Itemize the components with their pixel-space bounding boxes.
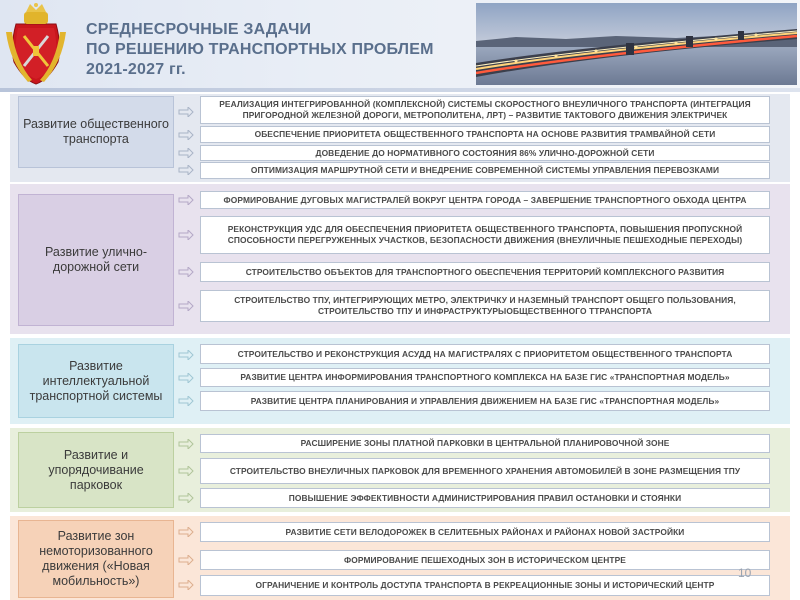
arrow-icon <box>178 350 194 360</box>
task-item: РЕКОНСТРУКЦИЯ УДС ДЛЯ ОБЕСПЕЧЕНИЯ ПРИОРИТЕТА ОБЩЕСТВЕННОГО ТРАНСПОРТА, ПОВЫШЕНИЯ ПРОПУСКНОЙ СПОСОБНОСТИ ПЕРЕГРУЖЕННЫХ УЧАСТКОВ, БЕЗОПАСНОСТИ ДВИЖЕНИЯ (ВНЕУЛИЧНЫЕ ПЕШЕХОДНЫЕ ПЕРЕХОДЫ) <box>200 216 770 254</box>
task-item: РАЗВИТИЕ ЦЕНТРА ПЛАНИРОВАНИЯ И УПРАВЛЕНИЯ ДВИЖЕНИЕМ НА БАЗЕ ГИС «ТРАНСПОРТНАЯ МОДЕЛЬ» <box>200 391 770 411</box>
task-item: ОГРАНИЧЕНИЕ И КОНТРОЛЬ ДОСТУПА ТРАНСПОРТА В РЕКРЕАЦИОННЫЕ ЗОНЫ И ИСТОРИЧЕСКИЙ ЦЕНТР <box>200 575 770 596</box>
task-item: ОПТИМИЗАЦИЯ МАРШРУТНОЙ СЕТИ И ВНЕДРЕНИЕ СОВРЕМЕННОЙ СИСТЕМЫ УПРАВЛЕНИЯ ПЕРЕВОЗКАМИ <box>200 162 770 179</box>
arrow-icon <box>178 555 194 565</box>
title-line-2: ПО РЕШЕНИЮ ТРАНСПОРТНЫХ ПРОБЛЕМ <box>86 41 434 58</box>
arrow-icon <box>178 396 194 406</box>
task-item: ОБЕСПЕЧЕНИЕ ПРИОРИТЕТА ОБЩЕСТВЕННОГО ТРАНСПОРТА НА ОСНОВЕ РАЗВИТИЯ ТРАМВАЙНОЙ СЕТИ <box>200 126 770 143</box>
task-item: РАЗВИТИЕ ЦЕНТРА ИНФОРМИРОВАНИЯ ТРАНСПОРТНОГО КОМПЛЕКСА НА БАЗЕ ГИС «ТРАНСПОРТНАЯ МОДЕЛЬ» <box>200 368 770 387</box>
page-number: 10 <box>738 566 752 580</box>
category-intelligent-transport: Развитие интеллектуальной транспортной системы <box>18 344 174 418</box>
header-divider <box>0 88 800 92</box>
arrow-icon <box>178 107 194 117</box>
arrow-icon <box>178 230 194 240</box>
task-item: ФОРМИРОВАНИЕ ДУГОВЫХ МАГИСТРАЛЕЙ ВОКРУГ ЦЕНТРА ГОРОДА – ЗАВЕРШЕНИЕ ТРАНСПОРТНОГО ОБХОДА ЦЕНТРА <box>200 191 770 209</box>
arrow-icon <box>178 439 194 449</box>
coat-of-arms-icon <box>4 2 68 86</box>
title-line-1: СРЕДНЕСРОЧНЫЕ ЗАДАЧИ <box>86 21 312 38</box>
page-title <box>86 20 434 80</box>
title-line-3: 2021-2027 гг. <box>86 61 186 78</box>
section-intelligent-transport <box>10 338 790 424</box>
task-item: ПОВЫШЕНИЕ ЭФФЕКТИВНОСТИ АДМИНИСТРИРОВАНИЯ ПРАВИЛ ОСТАНОВКИ И СТОЯНКИ <box>200 488 770 508</box>
task-item: РАЗВИТИЕ СЕТИ ВЕЛОДОРОЖЕК В СЕЛИТЕБНЫХ РАЙОНАХ И РАЙОНАХ НОВОЙ ЗАСТРОЙКИ <box>200 522 770 542</box>
task-item: РАСШИРЕНИЕ ЗОНЫ ПЛАТНОЙ ПАРКОВКИ В ЦЕНТРАЛЬНОЙ ПЛАНИРОВОЧНОЙ ЗОНЕ <box>200 434 770 453</box>
arrow-icon <box>178 373 194 383</box>
arrow-icon <box>178 195 194 205</box>
category-parking: Развитие и упорядочивание парковок <box>18 432 174 508</box>
task-item: РЕАЛИЗАЦИЯ ИНТЕГРИРОВАННОЙ (КОМПЛЕКСНОЙ) СИСТЕМЫ СКОРОСТНОГО ВНЕУЛИЧНОГО ТРАНСПОРТА (ИНТЕГРАЦИЯ ПРИГОРОДНОЙ ЖЕЛЕЗНОЙ ДОРОГИ, МЕТРОПОЛИТЕНА, ЛРТ) – РАЗВИТИЕ ТАКТОВОГО ДВИЖЕНИЯ ЭЛЕКТРИЧЕК <box>200 96 770 124</box>
task-item: СТРОИТЕЛЬСТВО ОБЪЕКТОВ ДЛЯ ТРАНСПОРТНОГО ОБЕСПЕЧЕНИЯ ТЕРРИТОРИЙ КОМПЛЕКСНОГО РАЗВИТИЯ <box>200 262 770 282</box>
section-parking <box>10 428 790 512</box>
arrow-icon <box>178 466 194 476</box>
arrow-icon <box>178 527 194 537</box>
section-public-transport <box>10 94 790 182</box>
arrow-icon <box>178 148 194 158</box>
task-item: СТРОИТЕЛЬСТВО И РЕКОНСТРУКЦИЯ АСУДД НА МАГИСТРАЛЯХ С ПРИОРИТЕТОМ ОБЩЕСТВЕННОГО ТРАНСПОРТА <box>200 344 770 364</box>
section-non-motorized <box>10 516 790 600</box>
section-road-network <box>10 184 790 334</box>
arrow-icon <box>178 580 194 590</box>
arrow-icon <box>178 130 194 140</box>
city-bridge-photo <box>476 3 797 85</box>
category-non-motorized: Развитие зон немоторизованного движения («Новая мобильность») <box>18 520 174 598</box>
task-item: ФОРМИРОВАНИЕ ПЕШЕХОДНЫХ ЗОН В ИСТОРИЧЕСКОМ ЦЕНТРЕ <box>200 550 770 570</box>
arrow-icon <box>178 267 194 277</box>
task-item: СТРОИТЕЛЬСТВО ВНЕУЛИЧНЫХ ПАРКОВОК ДЛЯ ВРЕМЕННОГО ХРАНЕНИЯ АВТОМОБИЛЕЙ В ЗОНЕ РАЗМЕЩЕНИЯ ТПУ <box>200 458 770 484</box>
category-public-transport: Развитие общественного транспорта <box>18 96 174 168</box>
task-item: СТРОИТЕЛЬСТВО ТПУ, ИНТЕГРИРУЮЩИХ МЕТРО, ЭЛЕКТРИЧКУ И НАЗЕМНЫЙ ТРАНСПОРТ ОБЩЕГО ПОЛЬЗОВАНИЯ, СТРОИТЕЛЬСТВО ТПУ И ИНФРАСТРУКТУРЫОБЩЕСТВЕННОГО ТТРАНСПОРТА <box>200 290 770 322</box>
arrow-icon <box>178 493 194 503</box>
arrow-icon <box>178 301 194 311</box>
arrow-icon <box>178 165 194 175</box>
category-road-network: Развитие улично-дорожной сети <box>18 194 174 326</box>
task-item: ДОВЕДЕНИЕ ДО НОРМАТИВНОГО СОСТОЯНИЯ 86% УЛИЧНО-ДОРОЖНОЙ СЕТИ <box>200 145 770 161</box>
